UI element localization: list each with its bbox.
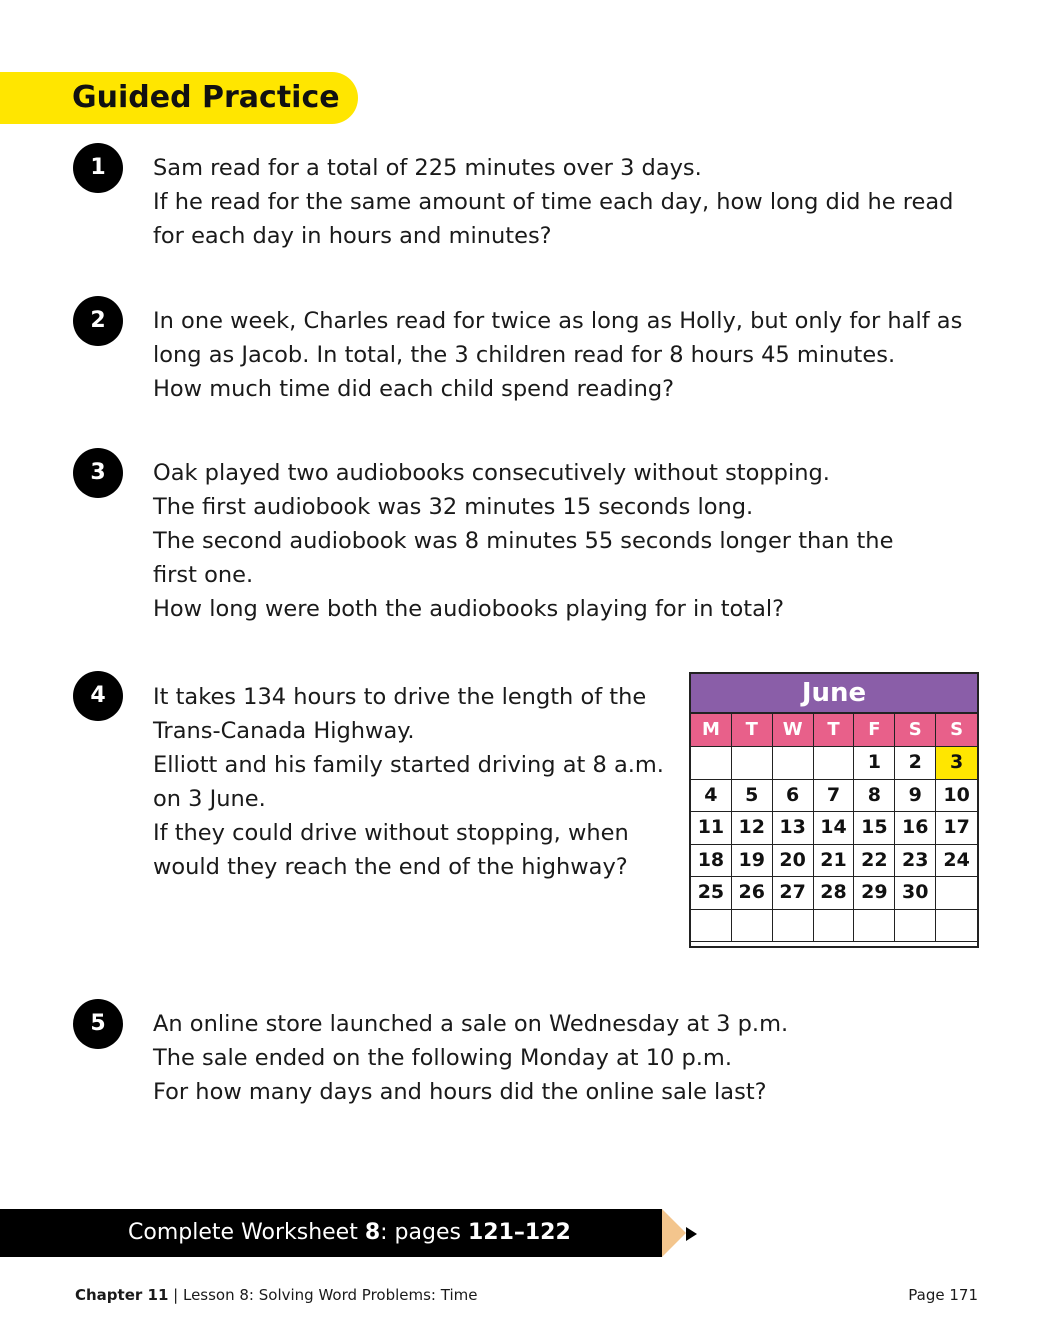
question-line: How long were both the audiobooks playing for in total?	[153, 596, 785, 622]
calendar-day-cell: 1	[854, 747, 895, 780]
calendar-grid	[691, 714, 977, 942]
calendar-day-cell: 25	[691, 877, 732, 910]
calendar-weekday: W	[773, 714, 814, 747]
calendar-day-cell: 19	[732, 845, 773, 878]
calendar-day-cell: 30	[895, 877, 936, 910]
question-4-text	[153, 680, 664, 884]
calendar-day-cell: 3	[936, 747, 977, 780]
question-1-number: 1	[73, 143, 123, 193]
calendar-weekday: T	[732, 714, 773, 747]
calendar-day-cell	[773, 910, 814, 943]
calendar-weekday: F	[854, 714, 895, 747]
worksheet-middle: : pages	[380, 1220, 468, 1245]
worksheet-prefix: Complete Worksheet	[128, 1220, 365, 1245]
footer-separator: |	[168, 1286, 183, 1304]
worksheet-instruction	[128, 1209, 571, 1257]
calendar-day-cell: 23	[895, 845, 936, 878]
calendar-day-cell: 18	[691, 845, 732, 878]
calendar-day-cell: 26	[732, 877, 773, 910]
calendar-day-cell: 10	[936, 780, 977, 813]
question-5-number: 5	[73, 999, 123, 1049]
question-line: In one week, Charles read for twice as long as Holly, but only for half as	[153, 308, 963, 334]
question-2-number: 2	[73, 296, 123, 346]
calendar-day-cell	[814, 747, 855, 780]
calendar-weekday: S	[936, 714, 977, 747]
question-line: for each day in hours and minutes?	[153, 223, 552, 249]
calendar-day-cell: 17	[936, 812, 977, 845]
question-line: For how many days and hours did the online sale last?	[153, 1079, 767, 1105]
question-line: How much time did each child spend reading?	[153, 376, 675, 402]
calendar-day-cell: 20	[773, 845, 814, 878]
calendar-day-cell	[936, 877, 977, 910]
calendar-weekday: S	[895, 714, 936, 747]
worksheet-number: 8	[364, 1220, 381, 1245]
footer-lesson: Lesson 8: Solving Word Problems: Time	[182, 1286, 478, 1304]
calendar-day-cell: 2	[895, 747, 936, 780]
calendar-day-cell: 16	[895, 812, 936, 845]
pencil-tip-shape	[662, 1209, 686, 1257]
calendar-day-cell: 5	[732, 780, 773, 813]
june-calendar	[689, 672, 979, 948]
question-line: An online store launched a sale on Wednesday at 3 p.m.	[153, 1011, 789, 1037]
arrow-right-icon	[686, 1227, 697, 1241]
section-banner	[0, 72, 358, 124]
calendar-weekday: M	[691, 714, 732, 747]
question-line: If he read for the same amount of time each day, how long did he read	[153, 189, 954, 215]
question-line: first one.	[153, 562, 254, 588]
question-5-text	[153, 1007, 788, 1109]
calendar-day-cell	[732, 910, 773, 943]
calendar-day-cell: 28	[814, 877, 855, 910]
question-line: Oak played two audiobooks consecutively without stopping.	[153, 460, 830, 486]
calendar-day-cell: 6	[773, 780, 814, 813]
calendar-day-cell	[691, 747, 732, 780]
question-line: long as Jacob. In total, the 3 children read for 8 hours 45 minutes.	[153, 342, 896, 368]
footer-chapter: Chapter 11	[75, 1286, 169, 1304]
question-line: on 3 June.	[153, 786, 266, 812]
question-4-number: 4	[73, 671, 123, 721]
calendar-day-cell: 4	[691, 780, 732, 813]
question-3-number: 3	[73, 448, 123, 498]
calendar-month: June	[691, 674, 977, 714]
question-2-text	[153, 304, 962, 406]
calendar-weekday: T	[814, 714, 855, 747]
calendar-day-cell: 27	[773, 877, 814, 910]
calendar-day-cell	[854, 910, 895, 943]
calendar-day-cell: 13	[773, 812, 814, 845]
calendar-day-cell	[895, 910, 936, 943]
question-line: The first audiobook was 32 minutes 15 seconds long.	[153, 494, 754, 520]
question-line: would they reach the end of the highway?	[153, 854, 628, 880]
question-line: It takes 134 hours to drive the length of the	[153, 684, 647, 710]
calendar-day-cell: 29	[854, 877, 895, 910]
calendar-day-cell: 21	[814, 845, 855, 878]
calendar-day-cell: 14	[814, 812, 855, 845]
calendar-day-cell: 9	[895, 780, 936, 813]
question-1-text	[153, 151, 953, 253]
calendar-day-cell	[773, 747, 814, 780]
question-line: Elliott and his family started driving at 8 a.m.	[153, 752, 664, 778]
calendar-day-cell: 11	[691, 812, 732, 845]
calendar-day-cell	[814, 910, 855, 943]
calendar-day-cell: 7	[814, 780, 855, 813]
section-title: Guided Practice	[72, 80, 340, 115]
calendar-day-cell	[936, 910, 977, 943]
question-line: The second audiobook was 8 minutes 55 seconds longer than the	[153, 528, 894, 554]
page-number: Page 171	[908, 1286, 978, 1304]
footer-chapter-lesson	[75, 1286, 477, 1304]
question-3-text	[153, 456, 893, 626]
calendar-day-cell: 15	[854, 812, 895, 845]
calendar-day-cell: 12	[732, 812, 773, 845]
question-line: Trans-Canada Highway.	[153, 718, 415, 744]
question-line: Sam read for a total of 225 minutes over 3 days.	[153, 155, 702, 181]
worksheet-bar	[0, 1209, 662, 1257]
calendar-day-cell	[691, 910, 732, 943]
calendar-day-cell: 24	[936, 845, 977, 878]
worksheet-pages: 121–122	[467, 1220, 571, 1245]
question-line: The sale ended on the following Monday at 10 p.m.	[153, 1045, 733, 1071]
question-line: If they could drive without stopping, when	[153, 820, 629, 846]
calendar-day-cell: 22	[854, 845, 895, 878]
calendar-day-cell: 8	[854, 780, 895, 813]
calendar-day-cell	[732, 747, 773, 780]
